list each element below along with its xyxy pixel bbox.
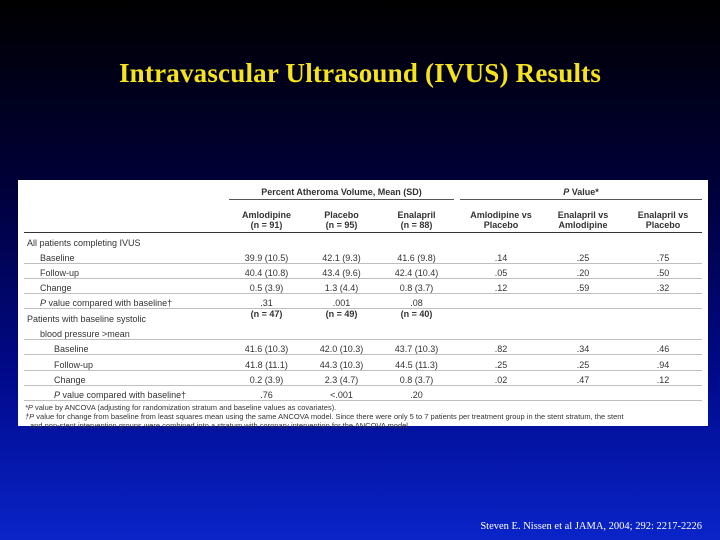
table-cell: 0.8 (3.7): [379, 278, 454, 293]
table-cell: 39.9 (10.5): [229, 248, 304, 263]
table-cell: .32: [624, 278, 702, 293]
group-header-atheroma-volume: Percent Atheroma Volume, Mean (SD): [229, 182, 454, 200]
table-row: [24, 385, 702, 400]
table-cell: .12: [460, 278, 542, 293]
table-cell: .94: [624, 355, 702, 370]
table-cell: .02: [460, 370, 542, 385]
citation: Steven E. Nissen et al JAMA, 2004; 292: 2217-2226: [480, 521, 702, 532]
col-header-enalapril: Enalapril (n = 88): [397, 210, 436, 230]
results-table-card: [18, 180, 708, 431]
table-cell: 2.3 (4.7): [304, 370, 379, 385]
group-header-p-value: [460, 182, 702, 200]
table-cell: 0.5 (3.9): [229, 278, 304, 293]
table-cell: 43.4 (9.6): [304, 263, 379, 278]
table-cell: .82: [460, 340, 542, 355]
slide-title: Intravascular Ultrasound (IVUS) Results: [118, 58, 602, 88]
table-row: [24, 370, 702, 385]
n-value: (n = 40): [379, 309, 454, 340]
col-header-amlodipine-vs-placebo: Amlodipine vs Placebo: [470, 210, 532, 230]
table-cell: 42.1 (9.3): [304, 248, 379, 263]
section-heading-systolic-line2: blood pressure >mean: [24, 324, 229, 339]
row-label: Baseline: [24, 248, 229, 263]
table-cell: .50: [624, 263, 702, 278]
row-label: Baseline: [24, 340, 229, 355]
col-header-placebo: Placebo (n = 95): [324, 210, 359, 230]
section-heading-row: [24, 233, 702, 248]
table-cell: 42.0 (10.3): [304, 340, 379, 355]
n-value: (n = 47): [229, 309, 304, 340]
table-cell: .08: [379, 294, 454, 309]
section-heading-row: [24, 309, 702, 324]
table-cell: .14: [460, 248, 542, 263]
row-label: Change: [24, 370, 229, 385]
table-cell: 1.3 (4.4): [304, 278, 379, 293]
table-cell: 0.8 (3.7): [379, 370, 454, 385]
row-label: P value compared with baseline†: [24, 294, 229, 309]
table-cell: 41.6 (9.8): [379, 248, 454, 263]
table-row: [24, 294, 702, 309]
table-cell: 41.6 (10.3): [229, 340, 304, 355]
footnote-2-continued: and non-stent intervention groups were combined into a stratum with coronary intervention for the ANCOVA model.: [30, 421, 411, 431]
table-cell: .001: [304, 294, 379, 309]
n-value: (n = 49): [304, 309, 379, 340]
table-cell: 0.2 (3.9): [229, 370, 304, 385]
table-cell: .76: [229, 385, 304, 400]
table-cell: .20: [542, 263, 624, 278]
table-row: [24, 355, 702, 370]
table-row: [24, 248, 702, 263]
row-label: Change: [24, 278, 229, 293]
table-cell: .12: [624, 370, 702, 385]
section-heading-systolic: Patients with baseline systolic: [27, 314, 147, 325]
table-row: [24, 263, 702, 278]
group-header-p-value-text: Value*: [569, 187, 599, 197]
table-cell: .20: [379, 385, 454, 400]
footnote-1: *P value by ANCOVA (adjusting for randomization stratum and baseline values as covariates).: [25, 403, 337, 413]
row-label: P value compared with baseline†: [24, 385, 229, 400]
table-row: [24, 340, 702, 355]
col-header-enalapril-vs-placebo: Enalapril vs Placebo: [637, 210, 689, 230]
table-cell: .59: [542, 278, 624, 293]
table-cell: .25: [460, 355, 542, 370]
table-cell: .75: [624, 248, 702, 263]
table-cell: .34: [542, 340, 624, 355]
table-cell: .47: [542, 370, 624, 385]
row-label: Follow-up: [24, 263, 229, 278]
table-cell: .25: [542, 248, 624, 263]
table-cell: .25: [542, 355, 624, 370]
row-label: Follow-up: [24, 355, 229, 370]
table-cell: 42.4 (10.4): [379, 263, 454, 278]
col-header-enalapril-vs-amlodipine: Enalapril vs Amlodipine: [557, 210, 609, 230]
table-cell: 43.7 (10.3): [379, 340, 454, 355]
table-cell: <.001: [304, 385, 379, 400]
footnote-2: †P value for change from baseline from least squares mean using the same ANCOVA model. Since there were only 5 to 7 patients per treatment group in the stent stratum, the stent: [25, 412, 624, 422]
table-cell: .31: [229, 294, 304, 309]
table-cell: 44.5 (11.3): [379, 355, 454, 370]
section-heading-all-patients: All patients completing IVUS: [27, 237, 141, 248]
table-cell: .46: [624, 340, 702, 355]
table-cell: 41.8 (11.1): [229, 355, 304, 370]
table-row: [24, 278, 702, 293]
table-cell: .05: [460, 263, 542, 278]
p-symbol: P: [563, 187, 570, 197]
ivus-results-table: [24, 182, 702, 401]
table-cell: 44.3 (10.3): [304, 355, 379, 370]
table-cell: 40.4 (10.8): [229, 263, 304, 278]
col-header-amlodipine: Amlodipine (n = 91): [242, 210, 291, 230]
table-footnotes: [24, 403, 702, 430]
